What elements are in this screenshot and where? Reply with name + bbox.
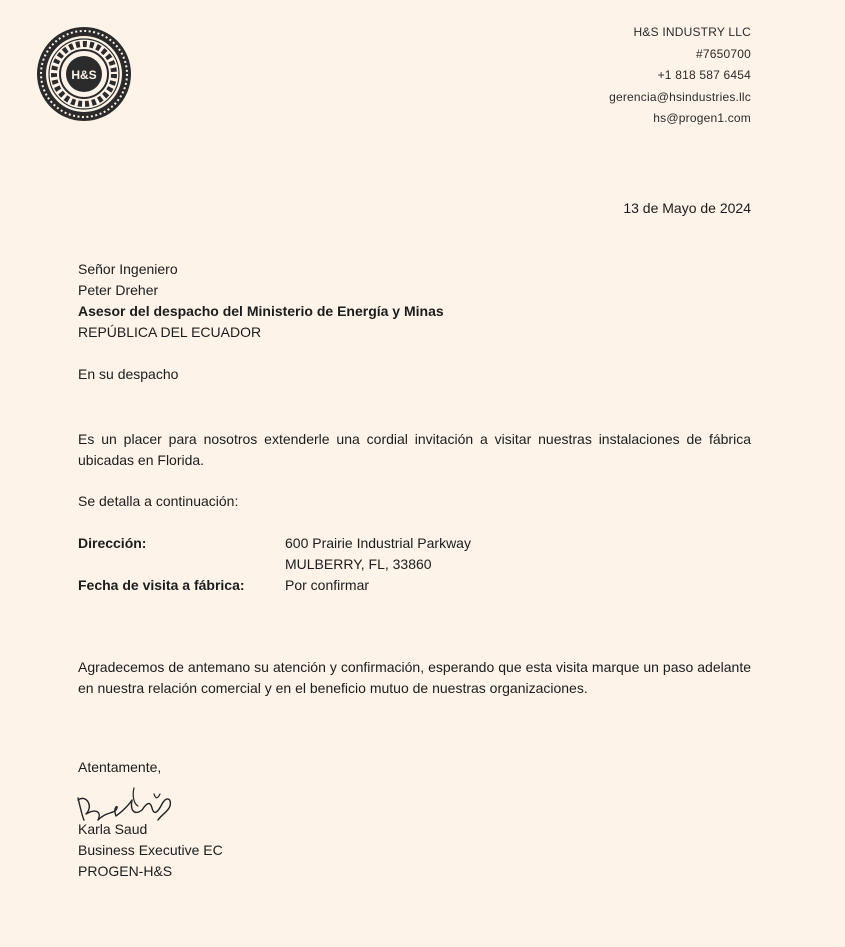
signer-name: Karla Saud xyxy=(78,821,148,837)
body-paragraph-intro-details: Se detalla a continuación: xyxy=(78,493,239,509)
salutation: En su despacho xyxy=(78,366,179,382)
recipient-title: Señor Ingeniero xyxy=(78,261,178,277)
company-email-primary: gerencia@hsindustries.llc xyxy=(609,89,751,104)
address-label: Dirección: xyxy=(78,535,147,551)
visit-date-value: Por confirmar xyxy=(285,577,370,593)
recipient-block xyxy=(78,259,444,343)
valediction: Atentamente, xyxy=(78,759,162,775)
address-line-1: 600 Prairie Industrial Parkway xyxy=(285,535,471,551)
address-row xyxy=(78,533,471,554)
signer-company: PROGEN-H&S xyxy=(78,863,173,879)
company-contact-block xyxy=(609,22,751,130)
visit-date-row xyxy=(78,575,471,596)
visit-details xyxy=(78,533,471,596)
company-reference: #7650700 xyxy=(696,46,751,61)
recipient-name: Peter Dreher xyxy=(78,282,159,298)
recipient-country: REPÚBLICA DEL ECUADOR xyxy=(78,324,262,340)
company-seal-logo xyxy=(36,26,132,122)
recipient-position: Asesor del despacho del Ministerio de Energía y Minas xyxy=(78,303,444,319)
signer-block xyxy=(78,819,223,882)
address-line-2: MULBERRY, FL, 33860 xyxy=(285,556,432,572)
signer-title: Business Executive EC xyxy=(78,842,223,858)
visit-date-label: Fecha de visita a fábrica: xyxy=(78,577,245,593)
seal-text: H&S xyxy=(71,68,97,82)
company-email-secondary: hs@progen1.com xyxy=(653,111,751,125)
body-paragraph-closing: Agradecemos de antemano su atención y confirmación, esperando que esta visita marque un paso adelante en nuestra relación comercial y en el beneficio mutuo de nuestras organizaciones. xyxy=(78,659,751,696)
address-row-2 xyxy=(78,554,471,575)
body-paragraph-invitation: Es un placer para nosotros extenderle una cordial invitación a visitar nuestras instalaciones de fábrica ubicadas en Florida. xyxy=(78,431,751,468)
gear-seal-icon xyxy=(36,26,132,122)
company-phone: +1 818 587 6454 xyxy=(657,68,751,82)
letter-date: 13 de Mayo de 2024 xyxy=(623,200,751,216)
company-name: H&S INDUSTRY LLC xyxy=(633,25,751,39)
